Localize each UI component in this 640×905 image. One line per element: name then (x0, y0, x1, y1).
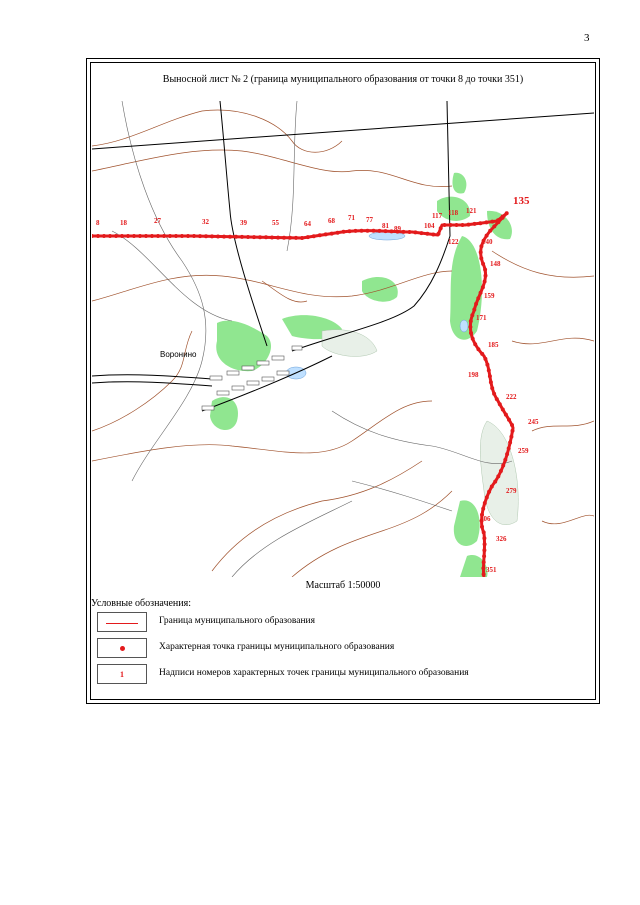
boundary-point (455, 223, 459, 227)
boundary-point (481, 507, 485, 511)
building (257, 361, 269, 365)
forest-patch (362, 277, 398, 302)
boundary-point (222, 235, 226, 239)
boundary-points (92, 211, 515, 576)
map-canvas (92, 101, 594, 577)
contour (92, 331, 192, 431)
boundary-point-label: 89 (394, 225, 401, 233)
settlement-label: Воронино (160, 350, 197, 359)
boundary-point (443, 223, 447, 227)
boundary-point (478, 221, 482, 225)
boundary-point (144, 234, 148, 238)
contour (262, 281, 307, 302)
boundary-point (288, 236, 292, 240)
contour (92, 271, 452, 301)
boundary-point (474, 302, 478, 306)
boundary-point (216, 235, 220, 239)
boundary-point (402, 230, 406, 234)
scale-label: Масштаб 1:50000 (305, 580, 381, 591)
boundary-point (467, 223, 471, 227)
boundary-point (276, 236, 280, 240)
boundary-point (114, 234, 118, 238)
rail-road (92, 113, 594, 149)
boundary-point (431, 233, 435, 237)
boundary-point (481, 285, 485, 289)
boundary-point (378, 229, 382, 233)
map-area (92, 101, 594, 577)
contour (492, 251, 594, 277)
boundary-point (174, 234, 178, 238)
path (232, 501, 352, 577)
boundary-point (501, 408, 505, 412)
boundary-point (503, 458, 507, 462)
boundary-point (483, 280, 487, 284)
boundary-point (96, 234, 100, 238)
boundary-point (473, 342, 477, 346)
roads (92, 101, 594, 411)
building (272, 356, 284, 360)
boundary-point (487, 490, 491, 494)
boundary-point-symbol (120, 646, 125, 651)
legend-title: Условные обозначения: (91, 598, 192, 609)
boundary-point (483, 357, 487, 361)
boundary-point-label: 171 (476, 314, 487, 322)
boundary-line-symbol (106, 623, 138, 624)
contour (542, 515, 594, 524)
boundary-point (510, 423, 514, 427)
boundary-point (485, 363, 489, 367)
boundary-point (439, 226, 443, 230)
boundary-point (348, 229, 352, 233)
boundary-point (507, 446, 511, 450)
wetland-patch (322, 330, 377, 357)
boundary-point (490, 220, 494, 224)
building (232, 386, 244, 390)
boundary-point (312, 234, 316, 238)
boundary-point (264, 235, 268, 239)
boundary-point-label: 18 (120, 219, 127, 227)
path (112, 231, 232, 321)
legend-text: Надписи номеров характерных точек границы муниципального образования (159, 668, 469, 678)
boundary-point (162, 234, 166, 238)
boundary-point (487, 368, 491, 372)
boundary-point (485, 495, 489, 499)
boundary-point (419, 231, 423, 235)
boundary-point (482, 554, 486, 558)
road (92, 375, 212, 379)
boundary-point-label: 351 (486, 566, 497, 574)
boundary-point (501, 464, 505, 468)
boundary-line (92, 213, 513, 577)
boundary-point (505, 211, 509, 215)
boundary-point-label: 118 (448, 209, 459, 217)
boundary-point (204, 234, 208, 238)
building (202, 406, 214, 410)
legend-symbol-boundary (97, 612, 147, 632)
boundary-point (490, 386, 494, 390)
boundary-point (234, 235, 238, 239)
boundary-point (479, 291, 483, 295)
boundary-point (108, 234, 112, 238)
boundary-point-label: 77 (366, 216, 373, 224)
contour (92, 401, 432, 461)
boundary-point (132, 234, 136, 238)
point-number-symbol: 1 (120, 670, 124, 679)
legend-text: Характерная точка границы муниципального образования (159, 642, 395, 652)
boundary-point (468, 325, 472, 329)
boundary-point (372, 229, 376, 233)
forest-areas (210, 173, 512, 577)
boundary-point (469, 331, 473, 335)
boundary-point (413, 230, 417, 234)
boundary-point-label: 27 (154, 217, 161, 225)
boundary-point (488, 229, 492, 233)
boundary-point (473, 222, 477, 226)
boundary-point (437, 232, 441, 236)
legend-row-point (97, 638, 597, 660)
water-bodies (286, 232, 468, 379)
boundary-point (168, 234, 172, 238)
building (210, 376, 222, 380)
legend-row-boundary (97, 612, 597, 634)
building (292, 346, 302, 350)
legend-symbol-point (97, 638, 147, 658)
boundary-point (476, 296, 480, 300)
building (217, 391, 229, 395)
boundary-point-label: 55 (272, 219, 279, 227)
boundary-point (504, 413, 508, 417)
boundary-point (501, 216, 505, 220)
boundary-point (186, 234, 190, 238)
boundary-point (484, 220, 488, 224)
boundary-point-label: 71 (348, 214, 355, 222)
legend-text: Граница муниципального образования (159, 616, 315, 626)
forest-patch (210, 397, 238, 430)
boundary-point (470, 313, 474, 317)
forest-patch (454, 500, 480, 546)
building (277, 371, 289, 375)
boundary-point (483, 268, 487, 272)
boundary-point (483, 542, 487, 546)
boundary-point (390, 229, 394, 233)
boundary-point (472, 308, 476, 312)
boundary-point (498, 402, 502, 406)
building (262, 377, 274, 381)
boundary-point (246, 235, 250, 239)
forest-patch (452, 173, 466, 194)
boundary-point (306, 235, 310, 239)
boundary-point-label: 68 (328, 217, 335, 225)
contour (92, 150, 452, 187)
boundary-point (471, 337, 475, 341)
boundary-point (482, 548, 486, 552)
boundary-point (484, 274, 488, 278)
boundary-point (228, 235, 232, 239)
legend-row-label (97, 664, 597, 686)
boundary-point (480, 352, 484, 356)
boundary-point (102, 234, 106, 238)
boundary-point (508, 441, 512, 445)
boundary-point (342, 230, 346, 234)
contour (532, 421, 594, 431)
boundary-point (507, 418, 511, 422)
boundary-point (493, 480, 497, 484)
boundary-point (270, 236, 274, 240)
boundary-point (482, 530, 486, 534)
boundary-point-label: 279 (506, 487, 517, 495)
boundary-point (258, 235, 262, 239)
boundary-point (318, 233, 322, 237)
boundary-point-label: 104 (424, 222, 435, 230)
boundary-point (156, 234, 160, 238)
boundary-point-label: 148 (490, 260, 501, 268)
building (247, 381, 259, 385)
boundary-point-label: 122 (448, 238, 459, 246)
boundary-point (300, 236, 304, 240)
boundary-point-label: 8 (96, 219, 100, 227)
boundary-point-label: 135 (513, 195, 530, 207)
boundary-point (482, 572, 486, 576)
boundary-point (485, 234, 489, 238)
map-title: Выносной лист № 2 (граница муниципального образования от точки 8 до точки 351) (162, 74, 524, 85)
boundary-point-label: 185 (488, 341, 499, 349)
boundary-point (496, 220, 500, 224)
boundary-point (479, 256, 483, 260)
boundary-point (240, 235, 244, 239)
boundary-point (360, 229, 364, 233)
boundary-point (499, 469, 503, 473)
contour (212, 461, 422, 571)
building (227, 371, 239, 375)
boundary-point-label: 159 (484, 292, 495, 300)
boundary-point-label: 326 (496, 535, 507, 543)
pond (460, 320, 468, 332)
boundary-point-label: 117 (432, 212, 443, 220)
boundary-point (408, 230, 412, 234)
boundary-point (492, 224, 496, 228)
boundary-point (481, 566, 485, 570)
boundary-point (482, 536, 486, 540)
boundary-point (461, 223, 465, 227)
page-number: 3 (584, 32, 590, 44)
boundary-point (482, 560, 486, 564)
boundary-point-label: 32 (202, 218, 209, 226)
boundary-point (469, 319, 473, 323)
boundary-point (489, 380, 493, 384)
boundary-point-label: 81 (382, 222, 389, 230)
boundary-point-label: 39 (240, 219, 247, 227)
boundary-point (495, 397, 499, 401)
boundary-point (366, 229, 370, 233)
boundary-point (511, 429, 515, 433)
boundary-point (425, 232, 429, 236)
boundary-point-label: 121 (466, 207, 477, 215)
boundary-point (210, 234, 214, 238)
boundary-point (449, 223, 453, 227)
boundary-point-label: 259 (518, 447, 529, 455)
boundary-point-label: 245 (528, 418, 539, 426)
boundary-point-label: 222 (506, 393, 517, 401)
boundary-point (138, 234, 142, 238)
boundary-point-label: 64 (304, 220, 311, 228)
boundary-point-label: 140 (482, 238, 493, 246)
path (122, 101, 206, 481)
boundary-point-label: 306 (480, 515, 491, 523)
legend-symbol-label (97, 664, 147, 684)
boundary-point (324, 232, 328, 236)
boundary-point (150, 234, 154, 238)
boundary-point (481, 262, 485, 266)
boundary-point (509, 435, 513, 439)
building (242, 366, 254, 370)
boundary-point (330, 232, 334, 236)
boundary-point (180, 234, 184, 238)
boundary-point (496, 474, 500, 478)
boundary-point (480, 525, 484, 529)
boundary-point (336, 231, 340, 235)
boundary-point (488, 374, 492, 378)
boundary-point-label: 198 (468, 371, 479, 379)
boundary-point (476, 347, 480, 351)
boundary-point (492, 392, 496, 396)
boundary-point (282, 236, 286, 240)
boundary-point (490, 485, 494, 489)
boundary-point (505, 452, 509, 456)
boundary-point (252, 235, 256, 239)
boundary-point (479, 250, 483, 254)
boundary-point (192, 234, 196, 238)
contour (292, 491, 452, 577)
boundary-point (483, 501, 487, 505)
forest-patch (487, 211, 512, 239)
boundary-point (354, 229, 358, 233)
boundary-point (198, 234, 202, 238)
path (352, 481, 452, 511)
contour (512, 338, 594, 344)
boundary-point (126, 234, 130, 238)
path (287, 101, 297, 251)
boundary-point (120, 234, 124, 238)
boundary-point (294, 236, 298, 240)
